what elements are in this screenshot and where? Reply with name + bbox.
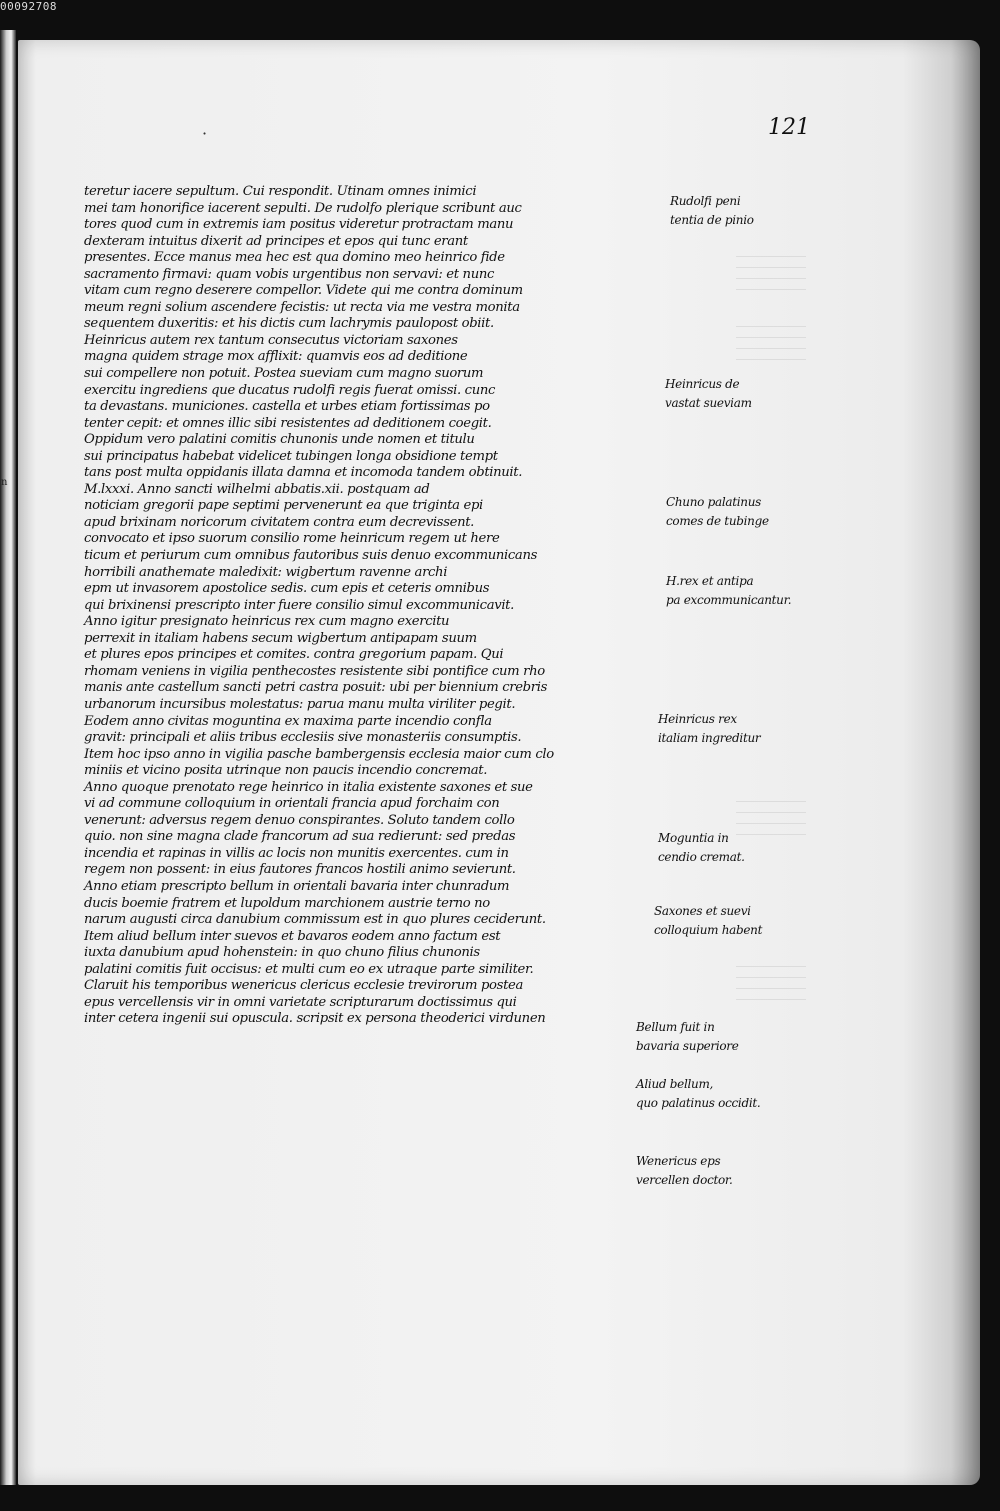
text-line: Anno quoque prenotato rege heinrico in italia existente saxones et sue: [84, 779, 533, 795]
text-line: Heinricus autem rex tantum consecutus victoriam saxones: [84, 332, 458, 348]
text-line: exercitu ingrediens que ducatus rudolfi regis fuerat omissi. cunc: [84, 382, 496, 398]
text-line: sui principatus habebat videlicet tubingen longa obsidione tempt: [84, 448, 498, 464]
faded-offset-note: [736, 795, 806, 835]
text-line: dexteram intuitus dixerit ad principes et epos qui tunc erant: [84, 233, 468, 249]
text-line: incendia et rapinas in villis ac locis non munitis exercentes. cum in: [84, 845, 509, 861]
text-line: ducis boemie fratrem et lupoldum marchionem austrie terno no: [84, 895, 490, 911]
text-line: horribili anathemate maledixit: wigbertum ravenne archi: [84, 564, 448, 580]
text-line: noticiam gregorii pape septimi pervenerunt ea que triginta epi: [84, 498, 483, 514]
text-line: presentes. Ecce manus mea hec est qua domino meo heinrico fide: [84, 250, 505, 266]
text-line: ticum et periurum cum omnibus fautoribus suis denuo excommunicans: [84, 548, 538, 564]
text-line: gravit: principali et aliis tribus ecclesiis sive monasteriis consumptis.: [84, 730, 522, 746]
faded-offset-note: [736, 960, 806, 1000]
marginal-note: H.rex et antipa pa excommunicantur.: [666, 574, 792, 607]
text-line: vitam cum regno deserere compellor. Videte qui me contra dominum: [84, 283, 523, 299]
book-spine: [0, 30, 16, 1485]
main-text-block: [84, 184, 644, 1028]
text-line: apud brixinam noricorum civitatem contra eum decrevissent.: [84, 514, 475, 530]
page-number: 121: [768, 115, 810, 140]
text-line: tores quod cum in extremis iam positus videretur protractam manu: [84, 217, 514, 233]
marginal-note: Wenericus eps vercellen doctor.: [636, 1154, 733, 1187]
faded-offset-note: [736, 320, 806, 360]
text-line: ta devastans. municiones. castella et urbes etiam fortissimas po: [84, 399, 490, 415]
scan-id-label: 00092708: [0, 0, 57, 13]
text-line: urbanorum incursibus molestatus: parua manu multa viriliter pegit.: [84, 696, 516, 712]
text-line: miniis et vicino posita utrinque non paucis incendio concremat.: [84, 763, 488, 779]
text-line: narum augusti circa danubium commissum est in quo plures ceciderunt.: [84, 912, 546, 928]
text-line: meum regni solium ascendere fecistis: ut recta via me vestra monita: [84, 299, 520, 315]
left-page-margin-note: n: [1, 477, 8, 488]
text-line: epus vercellensis vir in omni varietate scripturarum doctissimus qui: [84, 994, 517, 1010]
text-line: vi ad commune colloquium in orientali francia apud forchaim con: [84, 796, 500, 812]
text-line: rhomam veniens in vigilia penthecostes resistente sibi pontifice cum rho: [84, 663, 545, 679]
text-line-year-heading: M.lxxxi. Anno sancti wilhelmi abbatis.xii. postquam ad: [84, 481, 430, 497]
text-line: Item aliud bellum inter suevos et bavaros eodem anno factum est: [84, 928, 501, 944]
text-line: et plures epos principes et comites. contra gregorium papam. Qui: [84, 647, 504, 663]
text-line: sequentem duxeritis: et his dictis cum lachrymis paulopost obiit.: [84, 316, 494, 332]
faded-offset-note: [736, 250, 806, 290]
marginal-note: Saxones et suevi colloquium habent: [654, 904, 763, 937]
text-line: venerunt: adversus regem denuo conspirantes. Soluto tandem collo: [84, 812, 515, 828]
text-line: manis ante castellum sancti petri castra posuit: ubi per biennium crebris: [84, 680, 547, 696]
text-line: qui brixinensi prescripto inter fuere consilio simul excommunicavit.: [84, 597, 514, 613]
text-line: palatini comitis fuit occisus: et multi cum eo ex utraque parte similiter.: [84, 961, 534, 977]
text-line: magna quidem strage mox afflixit: quamvis eos ad deditione: [84, 349, 468, 365]
text-line: inter cetera ingenii sui opuscula. scripsit ex persona theoderici virdunen: [84, 1011, 546, 1027]
text-line: sacramento firmavi: quam vobis urgentibus non servavi: et nunc: [84, 266, 495, 282]
text-line: epm ut invasorem apostolice sedis. cum epis et ceteris omnibus: [84, 581, 490, 597]
text-line: Anno igitur presignato heinricus rex cum magno exercitu: [84, 614, 450, 630]
marginal-note: Moguntia in cendio cremat.: [658, 831, 745, 864]
text-line: Eodem anno civitas moguntina ex maxima parte incendio confla: [84, 713, 492, 729]
text-line: mei tam honorifice iacerent sepulti. De rudolfo plerique scribunt auc: [84, 200, 522, 216]
text-line: tenter cepit: et omnes illic sibi resistentes ad deditionem coegit.: [84, 415, 492, 431]
text-line: Anno etiam prescripto bellum in orientali bavaria inter chunradum: [84, 878, 510, 894]
text-line: Oppidum vero palatini comitis chunonis unde nomen et titulu: [84, 432, 475, 448]
text-line: iuxta danubium apud hohenstein: in quo chuno filius chunonis: [84, 945, 480, 961]
text-line: teretur iacere sepultum. Cui respondit. Utinam omnes inimici: [84, 184, 477, 199]
text-line: regem non possent: in eius fautores francos hostili animo sevierunt.: [84, 862, 516, 878]
manuscript-page: [18, 40, 980, 1485]
text-line: Claruit his temporibus wenericus clericus ecclesie trevirorum postea: [84, 978, 523, 994]
text-line: Item hoc ipso anno in vigilia pasche bambergensis ecclesia maior cum clo: [84, 746, 554, 762]
marginal-note: Aliud bellum, quo palatinus occidit.: [636, 1077, 761, 1110]
text-line: sui compellere non potuit. Postea sueviam cum magno suorum: [84, 366, 484, 382]
marginal-note: Heinricus de vastat sueviam: [665, 377, 752, 410]
text-line: convocato et ipso suorum consilio rome heinricum regem ut here: [84, 531, 500, 547]
marginal-note: Heinricus rex italiam ingreditur: [658, 712, 761, 745]
text-line: perrexit in italiam habens secum wigbertum antipapam suum: [84, 630, 477, 646]
marginal-note: Bellum fuit in bavaria superiore: [636, 1020, 739, 1053]
text-line: quio. non sine magna clade francorum ad sua redierunt: sed predas: [84, 829, 516, 845]
text-line: tans post multa oppidanis illata damna et incomoda tandem obtinuit.: [84, 465, 523, 481]
ink-dot: ·: [202, 124, 208, 143]
marginal-note: Rudolfi peni tentia de pinio: [670, 194, 754, 227]
marginal-note: Chuno palatinus comes de tubinge: [666, 495, 769, 528]
